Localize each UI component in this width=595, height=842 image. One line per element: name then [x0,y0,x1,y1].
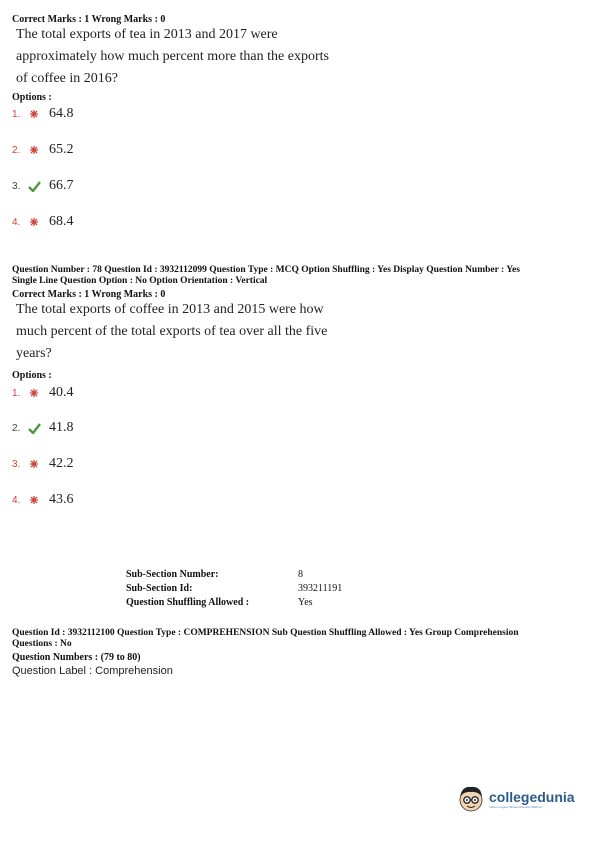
question-label: Question Label : Comprehension [12,665,173,677]
q78-header-line-2: Single Line Question Option : No Option Orientation : Vertical [12,276,268,286]
q78-option-4[interactable] [12,492,74,508]
option-number: 1. [12,108,21,120]
q77-options-label: Options : [12,92,52,103]
wrong-icon [27,108,41,120]
wrong-icon [27,387,41,399]
subsection-number-row [126,569,219,580]
q78-option-3[interactable] [12,456,74,472]
option-number: 1. [12,387,21,399]
subsection-shuffling-row [126,597,249,608]
option-value: 40.4 [49,385,74,400]
q77-text-line-2: approximately how much percent more than the exports [16,49,329,64]
option-value: 41.8 [49,420,74,435]
option-value: 42.2 [49,456,74,471]
q78-question-text [16,299,327,365]
wrong-icon [27,494,41,506]
q77-text-line-3: of coffee in 2016? [16,71,118,86]
subsection-number-key: Sub-Section Number: [126,569,219,580]
comprehension-header-line-1: Question Id : 3932112100 Question Type : COMPREHENSION Sub Question Shuffling Allowed : Yes Group Comprehension [12,628,519,638]
wrong-icon [27,144,41,156]
logo-name: collegedunia [489,789,575,805]
q78-text-line-3: years? [16,346,52,361]
q78-header-line-1: Question Number : 78 Question Id : 3932112099 Question Type : MCQ Option Shuffling : Yes Display Question Number : Yes [12,265,520,275]
q77-marks: Correct Marks : 1 Wrong Marks : 0 [12,14,166,25]
collegedunia-logo [456,783,575,815]
subsection-shuffling-key: Question Shuffling Allowed : [126,597,250,608]
wrong-icon [27,216,41,228]
option-number: 4. [12,494,21,506]
option-value: 65.2 [49,142,74,157]
logo-tagline: India's Largest Student Review Platform [489,805,543,809]
subsection-id-key: Sub-Section Id: [126,583,193,594]
q78-text-line-1: The total exports of coffee in 2013 and 2015 were how [16,302,324,317]
q77-text-line-1: The total exports of tea in 2013 and 2017 were [16,27,278,42]
check-icon [27,180,41,192]
q77-option-2[interactable] [12,142,74,158]
q78-option-1[interactable] [12,385,74,401]
q78-option-2[interactable] [12,420,74,436]
mascot-icon [456,783,486,815]
q78-marks: Correct Marks : 1 Wrong Marks : 0 [12,289,166,300]
option-value: 64.8 [49,106,74,121]
comprehension-question-numbers: Question Numbers : (79 to 80) [12,652,141,663]
option-value: 43.6 [49,492,74,507]
q77-option-1[interactable] [12,106,74,122]
subsection-number-value: 8 [298,569,303,580]
option-value: 68.4 [49,214,74,229]
subsection-shuffling-value: Yes [298,597,313,608]
q77-option-4[interactable] [12,214,74,230]
subsection-id-row [126,583,192,594]
q77-option-3[interactable] [12,178,74,194]
comprehension-header-line-2: Questions : No [12,639,72,649]
option-value: 66.7 [49,178,74,193]
option-number: 3. [12,458,21,470]
check-icon [27,422,41,434]
subsection-id-value: 393211191 [298,583,343,594]
q77-question-text [16,24,329,90]
option-number: 4. [12,216,21,228]
option-number: 3. [12,180,21,192]
q78-options-label: Options : [12,370,52,381]
q78-text-line-2: much percent of the total exports of tea over all the five [16,324,328,339]
option-number: 2. [12,144,21,156]
wrong-icon [27,458,41,470]
option-number: 2. [12,422,21,434]
